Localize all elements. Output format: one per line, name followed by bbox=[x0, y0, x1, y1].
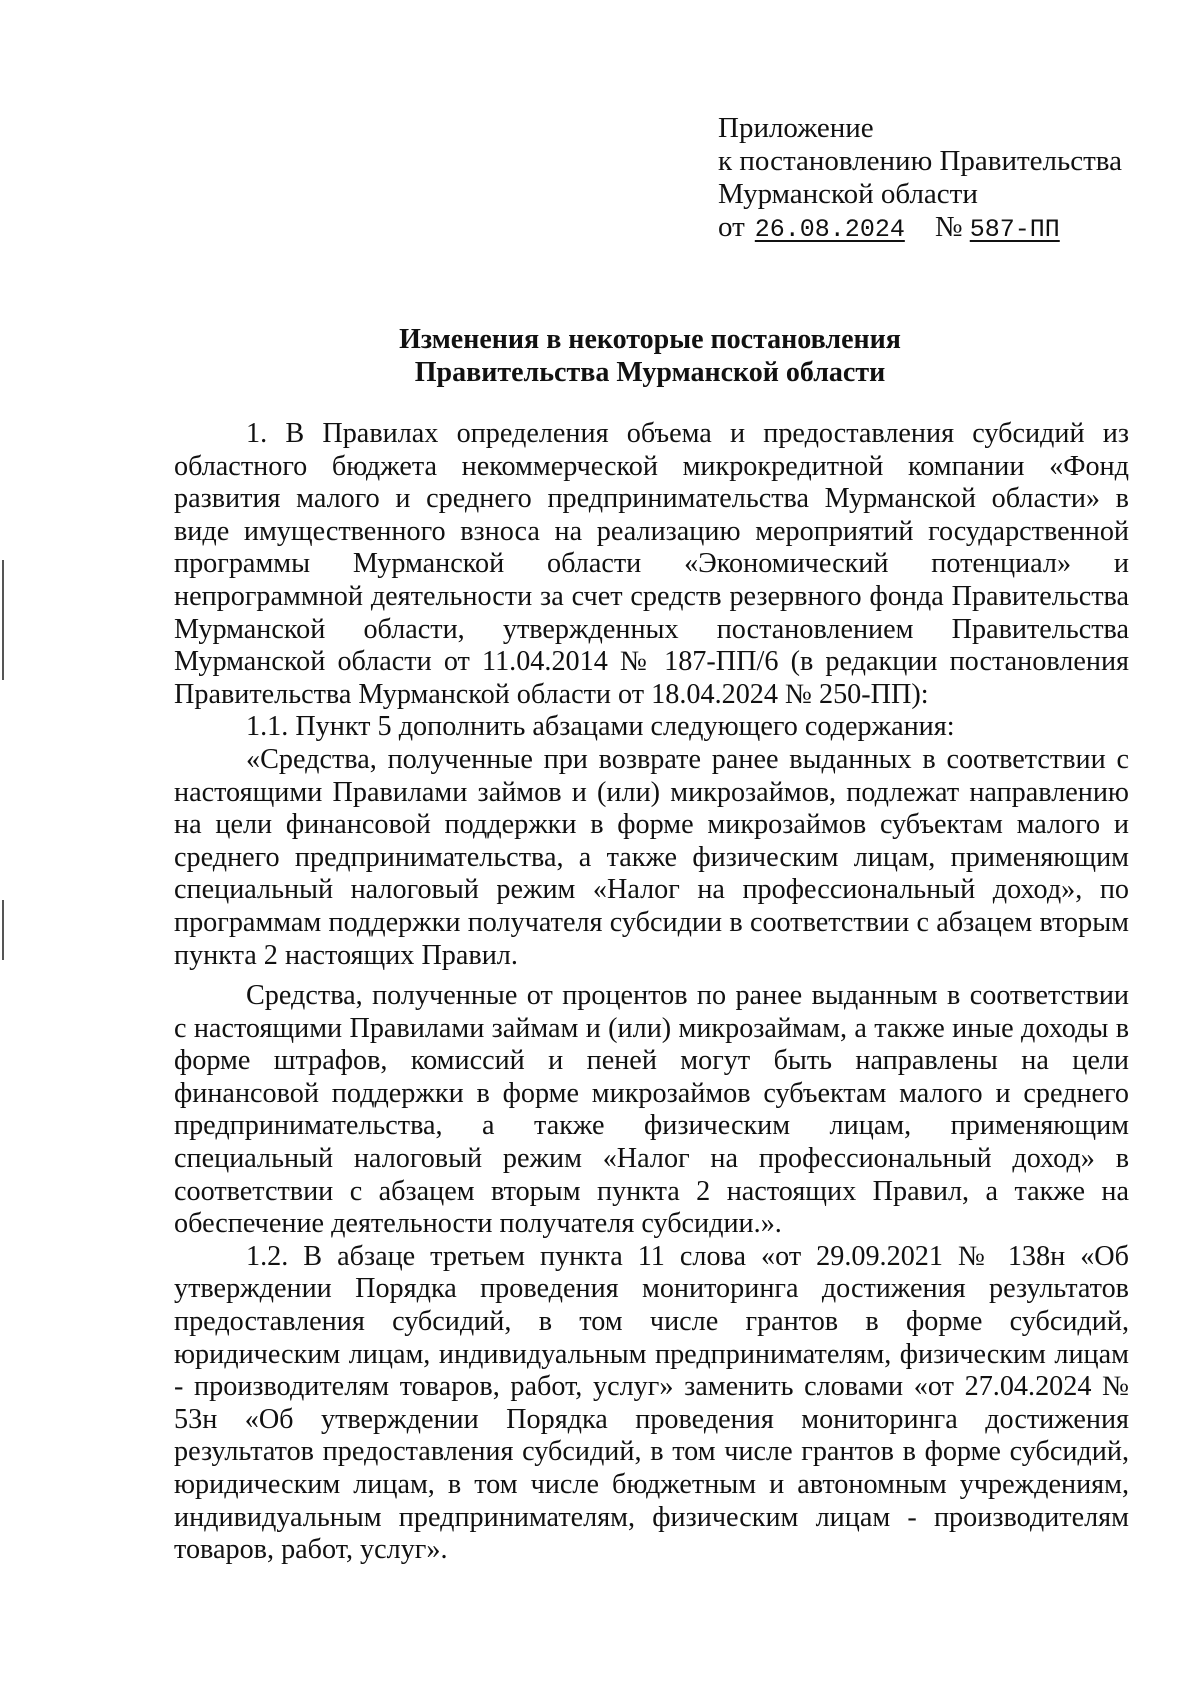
resolution-number: 587-ПП bbox=[969, 215, 1060, 244]
title-line-2: Правительства Мурманской области bbox=[414, 357, 886, 388]
resolution-date: 26.08.2024 bbox=[754, 215, 905, 244]
paragraph-1-2: 1.2. В абзаце третьем пункта 11 слова «от 29.09.2021 № 138н «Об утверждении Порядка проведения мониторинга достижения результатов предоставления субсидий, в том числе грантов в форме субсидий, юридическим лицам, индивидуальным предпринимателям, физическим лицам - производителям товаров, работ, услуг» заменить словами «от 27.04.2024 № 53н «Об утверждении Порядка проведения мониторинга достижения результатов предоставления субсидий, в том числе грантов в форме субсидий, юридическим лицам, в том числе бюджетным и автономным учреждениям, индивидуальным предпринимателям, физическим лицам - производителям товаров, работ, услуг». bbox=[174, 1240, 1129, 1566]
paragraph-quote-2: Средства, полученные от процентов по ранее выданным в соответствии с настоящими Правилами займам и (или) микрозаймам, а также иные доходы в форме штрафов, комиссий и пеней могут быть направлены на цели финансовой поддержки в форме микрозаймов субъектам малого и среднего предпринимательства, а также физическим лицам, применяющим специальный налоговый режим «Налог на профессиональный доход» в соответствии с абзацем вторым пункта 2 настоящих Правил, а также на обеспечение деятельности получателя субсидии.». bbox=[174, 980, 1129, 1240]
document-title bbox=[170, 323, 1130, 389]
document-body bbox=[174, 418, 1129, 1567]
appendix-label: Приложение bbox=[718, 112, 874, 144]
scan-edge-mark bbox=[2, 900, 4, 960]
appendix-date-line bbox=[718, 211, 1158, 246]
date-prefix: от bbox=[718, 211, 745, 243]
title-line-1: Изменения в некоторые постановления bbox=[399, 324, 901, 355]
scan-edge-mark bbox=[2, 560, 4, 680]
paragraph-quote-1: «Средства, полученные при возврате ранее выданных в соответствии с настоящими Правилами займов и (или) микрозаймов, подлежат направлению на цели финансовой поддержки в форме микрозаймов субъектам малого и среднего предпринимательства, а также физическим лицам, применяющим специальный налоговый режим «Налог на профессиональный доход», по программам поддержки получателя субсидии в соответствии с абзацем вторым пункта 2 настоящих Правил. bbox=[174, 743, 1129, 971]
number-prefix: № bbox=[934, 211, 963, 243]
appendix-region: Мурманской области bbox=[718, 178, 978, 210]
paragraph-1: 1. В Правилах определения объема и предоставления субсидий из областного бюджета некоммерческой микрокредитной компании «Фонд развития малого и среднего предпринимательства Мурманской области» в виде имущественного взноса на реализацию мероприятий государственной программы Мурманской области «Экономический потенциал» и непрограммной деятельности за счет средств резервного фонда Правительства Мурманской области, утвержденных постановлением Правительства Мурманской области от 11.04.2014 № 187-ПП/6 (в редакции постановления Правительства Мурманской области от 18.04.2024 № 250-ПП): bbox=[174, 418, 1129, 710]
appendix-reference: к постановлению Правительства bbox=[718, 145, 1122, 177]
paragraph-1-1: 1.1. Пункт 5 дополнить абзацами следующего содержания: bbox=[246, 711, 955, 743]
appendix-header bbox=[718, 112, 1158, 246]
